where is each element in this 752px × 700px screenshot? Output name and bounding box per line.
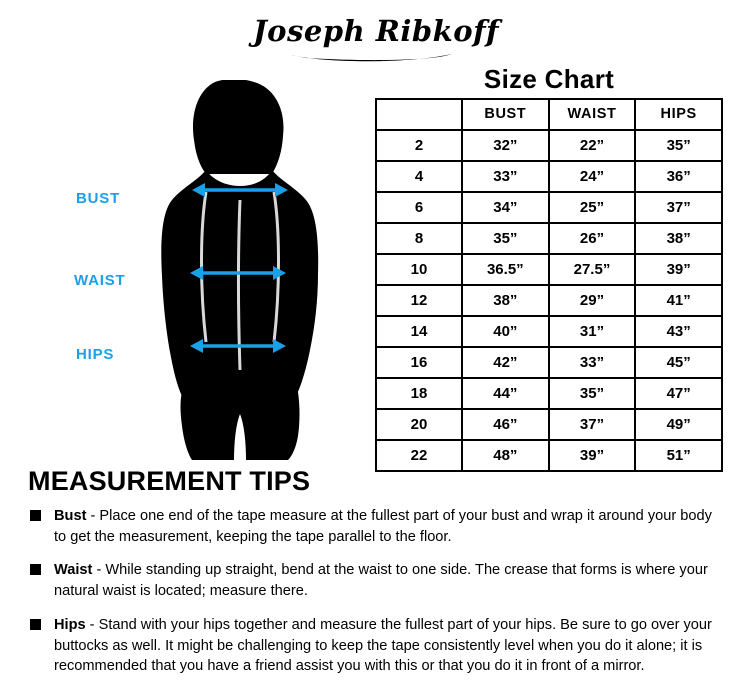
cell-hips: 37” xyxy=(635,192,722,223)
cell-waist: 37” xyxy=(549,409,636,440)
tip-text: - While standing up straight, bend at the waist to one side. The crease that forms is where your natural waist is located; measure there. xyxy=(54,562,708,600)
cell-bust: 42” xyxy=(462,347,549,378)
cell-size: 6 xyxy=(376,192,462,223)
cell-bust: 46” xyxy=(462,409,549,440)
hips-arrow-icon xyxy=(190,338,286,354)
cell-bust: 34” xyxy=(462,192,549,223)
cell-waist: 33” xyxy=(549,347,636,378)
brand-logo xyxy=(0,14,752,48)
cell-bust: 44” xyxy=(462,378,549,409)
cell-bust: 32” xyxy=(462,130,549,161)
bullet-icon xyxy=(30,510,41,521)
cell-bust: 33” xyxy=(462,161,549,192)
tip-term: Waist xyxy=(54,562,93,579)
cell-size: 2 xyxy=(376,130,462,161)
cell-size: 8 xyxy=(376,223,462,254)
cell-size: 12 xyxy=(376,285,462,316)
table-row xyxy=(376,316,722,347)
cell-waist: 27.5” xyxy=(549,254,636,285)
cell-hips: 45” xyxy=(635,347,722,378)
cell-bust: 35” xyxy=(462,223,549,254)
cell-hips: 36” xyxy=(635,161,722,192)
column-header-size xyxy=(376,99,462,130)
cell-hips: 49” xyxy=(635,409,722,440)
list-item xyxy=(28,615,728,677)
cell-waist: 22” xyxy=(549,130,636,161)
cell-waist: 25” xyxy=(549,192,636,223)
label-bust: BUST xyxy=(76,190,121,207)
list-item xyxy=(28,560,728,601)
table-row xyxy=(376,378,722,409)
table-row xyxy=(376,285,722,316)
cell-waist: 31” xyxy=(549,316,636,347)
brand-name: Joseph Ribkoff xyxy=(252,14,500,48)
label-hips: HIPS xyxy=(76,346,115,363)
waist-arrow-icon xyxy=(190,265,286,281)
table-row xyxy=(376,223,722,254)
cell-bust: 48” xyxy=(462,440,549,471)
cell-hips: 39” xyxy=(635,254,722,285)
table-header-row xyxy=(376,99,722,130)
measurement-tips-title: MEASUREMENT TIPS xyxy=(28,466,311,496)
tip-text: - Stand with your hips together and measure the fullest part of your hips. Be sure to go over your buttocks as well. It might be challenging to keep the tape consistently level when you do it alone; it is recommended that you have a friend assist you with this or that you do it in front of a mirror. xyxy=(54,616,712,675)
measurement-tips-list xyxy=(28,506,728,690)
cell-waist: 35” xyxy=(549,378,636,409)
table-row xyxy=(376,409,722,440)
cell-size: 22 xyxy=(376,440,462,471)
cell-hips: 43” xyxy=(635,316,722,347)
tip-text: - Place one end of the tape measure at the fullest part of your bust and wrap it around your body to get the measurement, keeping the tape parallel to the floor. xyxy=(54,508,712,545)
column-header-bust: BUST xyxy=(462,99,549,130)
cell-waist: 24” xyxy=(549,161,636,192)
cell-waist: 26” xyxy=(549,223,636,254)
table-row xyxy=(376,440,722,471)
column-header-hips: HIPS xyxy=(635,99,722,130)
cell-bust: 36.5” xyxy=(462,254,549,285)
cell-size: 14 xyxy=(376,316,462,347)
cell-size: 20 xyxy=(376,409,462,440)
table-row xyxy=(376,130,722,161)
table-row xyxy=(376,192,722,223)
cell-size: 10 xyxy=(376,254,462,285)
bullet-icon xyxy=(30,564,41,575)
column-header-waist: WAIST xyxy=(549,99,636,130)
cell-hips: 38” xyxy=(635,223,722,254)
bullet-icon xyxy=(30,619,41,630)
table-row xyxy=(376,347,722,378)
cell-waist: 29” xyxy=(549,285,636,316)
cell-size: 16 xyxy=(376,347,462,378)
cell-hips: 51” xyxy=(635,440,722,471)
table-row xyxy=(376,254,722,285)
list-item xyxy=(28,506,728,547)
cell-size: 4 xyxy=(376,161,462,192)
cell-size: 18 xyxy=(376,378,462,409)
cell-hips: 47” xyxy=(635,378,722,409)
cell-hips: 35” xyxy=(635,130,722,161)
cell-bust: 38” xyxy=(462,285,549,316)
table-row xyxy=(376,161,722,192)
size-chart-table xyxy=(375,98,723,472)
cell-hips: 41” xyxy=(635,285,722,316)
tip-term: Bust xyxy=(54,508,87,524)
bust-arrow-icon xyxy=(192,182,288,198)
label-waist: WAIST xyxy=(74,272,126,289)
tip-term: Hips xyxy=(54,616,86,633)
size-chart-title: Size Chart xyxy=(483,64,615,94)
cell-waist: 39” xyxy=(549,440,636,471)
cell-bust: 40” xyxy=(462,316,549,347)
